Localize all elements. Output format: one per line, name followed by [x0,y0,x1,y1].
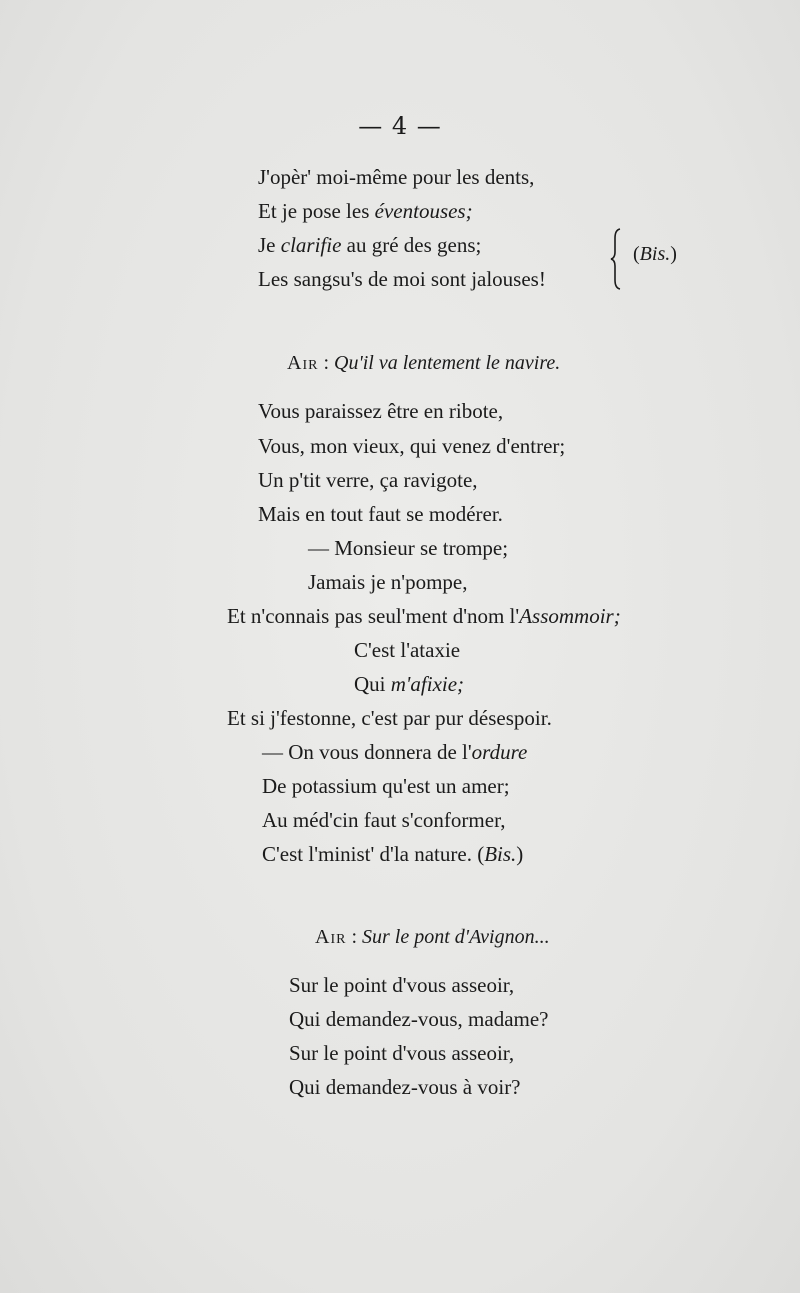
verse-line: Je clarifie au gré des gens; [258,233,482,257]
verse-line: Jamais je n'pompe, [308,570,468,594]
verse-line: Vous, mon vieux, qui venez d'entrer; [258,434,566,458]
verse-line: Qui demandez-vous, madame? [289,1007,549,1031]
tune-heading: Air : Sur le pont d'Avignon... [315,926,550,948]
verse-line: — On vous donnera de l'ordure [262,740,528,764]
verse-line: Sur le point d'vous asseoir, [289,973,515,997]
verse-line: De potassium qu'est un amer; [262,774,510,798]
bis-marker: (Bis.) [633,243,677,265]
verse-line: Sur le point d'vous asseoir, [289,1041,515,1065]
verse-line: Et n'connais pas seul'ment d'nom l'Assommoir; [227,604,621,628]
verse-line: Mais en tout faut se modérer. [258,502,503,526]
page-number: — 4 — [358,112,442,140]
verse-line: C'est l'ataxie [354,638,461,662]
verse-line: Au méd'cin faut s'conformer, [262,808,506,832]
verse-line: Et si j'festonne, c'est par pur désespoir. [227,706,552,730]
verse-line: C'est l'minist' d'la nature. (Bis.) [262,842,524,866]
verse-line: J'opèr' moi-même pour les dents, [258,165,535,189]
verse-line: Qui demandez-vous à voir? [289,1075,521,1099]
curly-brace [610,228,624,290]
verse-line: Un p'tit verre, ça ravigote, [258,468,478,492]
tune-heading: Air : Qu'il va lentement le navire. [287,352,561,374]
verse-line: — Monsieur se trompe; [308,536,509,560]
verse-line: Qui m'afixie; [354,672,465,696]
verse-line: Vous paraissez être en ribote, [258,399,504,423]
verse-line: Les sangsu's de moi sont jalouses! [258,267,546,291]
verse-line: Et je pose les éventouses; [258,199,473,223]
